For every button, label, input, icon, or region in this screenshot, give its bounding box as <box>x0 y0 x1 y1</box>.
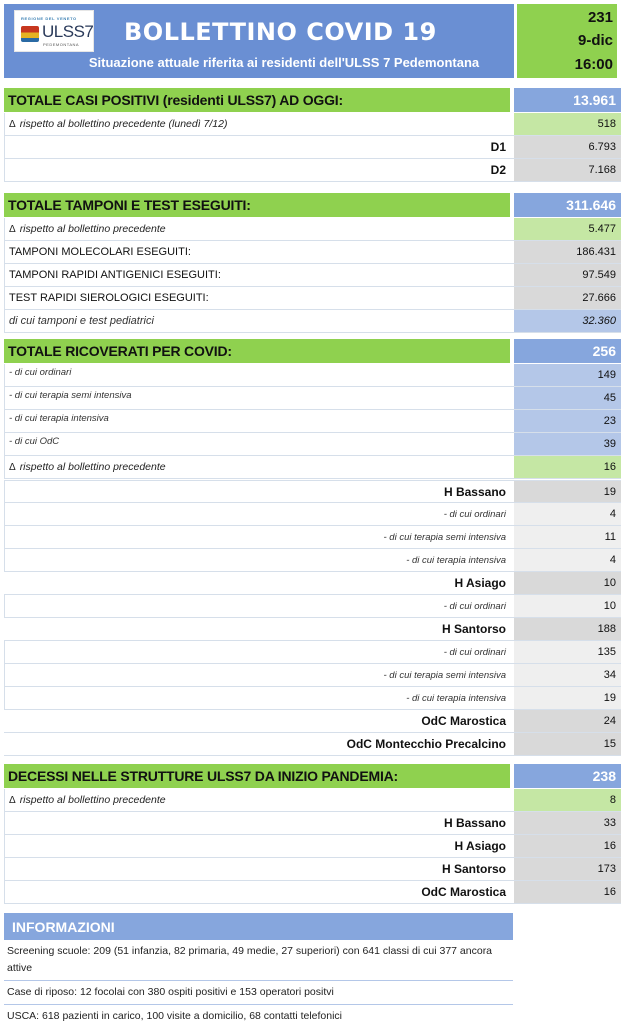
row-label-text: rispetto al bollettino precedente <box>19 223 166 235</box>
row-label: TAMPONI MOLECOLARI ESEGUITI: <box>4 241 510 263</box>
row-value: 10 <box>514 595 621 617</box>
hospital-subrow <box>4 595 621 618</box>
table-row <box>4 310 621 333</box>
section-title: TOTALE RICOVERATI PER COVID: <box>4 339 510 363</box>
lion-emblem-icon <box>21 26 39 42</box>
row-value: 24 <box>514 710 621 732</box>
row-value: 188 <box>514 618 621 640</box>
hospital-row <box>4 572 621 595</box>
hospital-row <box>4 710 621 733</box>
delta-icon: Δ <box>9 223 16 235</box>
row-label: - di cui ordinari <box>4 641 510 663</box>
row-label: OdC Marostica <box>4 710 510 732</box>
section-decessi <box>4 764 621 904</box>
section-title: TOTALE TAMPONI E TEST ESEGUITI: <box>4 193 510 217</box>
section-informazioni <box>4 913 513 1024</box>
section-header <box>4 764 621 788</box>
bulletin-number: 231 <box>587 9 613 27</box>
row-label: D2 <box>4 159 510 181</box>
table-row <box>4 364 621 387</box>
logo-region-text: REGIONE DEL VENETO <box>21 16 77 21</box>
section-total: 13.961 <box>514 88 621 112</box>
row-label <box>4 113 510 135</box>
row-value: 8 <box>514 789 621 811</box>
row-value: 518 <box>514 113 621 135</box>
row-value: 11 <box>514 526 621 548</box>
section-total: 256 <box>514 339 621 363</box>
row-value: 4 <box>514 549 621 571</box>
row-label: OdC Montecchio Precalcino <box>4 733 510 755</box>
table-row <box>4 789 621 812</box>
row-value: 16 <box>514 835 621 857</box>
row-label: H Santorso <box>4 618 510 640</box>
hospital-subrow <box>4 526 621 549</box>
page-title: BOLLETTINO COVID 19 <box>124 18 437 46</box>
row-label: - di cui OdC <box>4 433 510 455</box>
table-row <box>4 881 621 904</box>
row-value: 186.431 <box>514 241 621 263</box>
row-value: 4 <box>514 503 621 525</box>
row-value: 16 <box>514 881 621 903</box>
hospital-row <box>4 480 621 503</box>
hospital-subrow <box>4 687 621 710</box>
row-label: - di cui terapia semi intensiva <box>4 387 510 409</box>
row-label: - di cui terapia intensiva <box>4 687 510 709</box>
section-positivi <box>4 88 621 182</box>
row-value: 19 <box>514 481 621 502</box>
bulletin-meta <box>517 4 617 78</box>
info-item: USCA: 618 pazienti in carico, 100 visite a domicilio, 68 contatti telefonici <box>4 1005 513 1024</box>
row-label: - di cui terapia semi intensiva <box>4 526 510 548</box>
page-subtitle: Situazione attuale riferita ai residenti dell'ULSS 7 Pedemontana <box>88 55 480 70</box>
table-row <box>4 159 621 182</box>
section-header <box>4 339 621 363</box>
section-header <box>4 88 621 112</box>
section-tamponi <box>4 193 621 333</box>
row-label: H Bassano <box>4 481 510 502</box>
delta-icon: Δ <box>9 794 16 806</box>
row-value: 27.666 <box>514 287 621 309</box>
row-label <box>4 789 510 811</box>
table-row <box>4 113 621 136</box>
row-label: - di cui terapia semi intensiva <box>4 664 510 686</box>
row-value: 135 <box>514 641 621 663</box>
hospital-row <box>4 618 621 641</box>
section-ricoverati <box>4 339 621 479</box>
table-row <box>4 241 621 264</box>
row-label: - di cui terapia intensiva <box>4 410 510 432</box>
row-label-text: rispetto al bollettino precedente <box>19 461 166 473</box>
info-title: INFORMAZIONI <box>4 913 513 940</box>
row-label: - di cui ordinari <box>4 503 510 525</box>
section-header <box>4 193 621 217</box>
table-row <box>4 433 621 456</box>
table-row <box>4 812 621 835</box>
table-row <box>4 387 621 410</box>
row-label: H Asiago <box>4 835 510 857</box>
row-value: 39 <box>514 433 621 455</box>
table-row <box>4 264 621 287</box>
row-label-text: rispetto al bollettino precedente <box>19 794 166 806</box>
row-label: D1 <box>4 136 510 158</box>
row-value: 32.360 <box>514 310 621 332</box>
row-label: OdC Marostica <box>4 881 510 903</box>
row-value: 33 <box>514 812 621 834</box>
hospital-subrow <box>4 503 621 526</box>
hospital-subrow <box>4 664 621 687</box>
row-value: 6.793 <box>514 136 621 158</box>
table-row <box>4 835 621 858</box>
section-total: 311.646 <box>514 193 621 217</box>
row-label: TEST RAPIDI SIEROLOGICI ESEGUITI: <box>4 287 510 309</box>
bulletin-time: 16:00 <box>574 55 613 73</box>
row-value: 23 <box>514 410 621 432</box>
info-item: Screening scuole: 209 (51 infanzia, 82 primaria, 49 medie, 27 superiori) con 641 classi di cui 377 ancora attive <box>4 940 513 981</box>
section-ospedali <box>4 480 621 756</box>
row-label <box>4 218 510 240</box>
row-label: - di cui ordinari <box>4 364 510 386</box>
hospital-row <box>4 733 621 756</box>
row-value: 15 <box>514 733 621 755</box>
table-row <box>4 456 621 479</box>
table-row <box>4 410 621 433</box>
row-value: 149 <box>514 364 621 386</box>
section-title: DECESSI NELLE STRUTTURE ULSS7 DA INIZIO PANDEMIA: <box>4 764 510 788</box>
section-total: 238 <box>514 764 621 788</box>
row-label <box>4 456 510 478</box>
section-title: TOTALE CASI POSITIVI (residenti ULSS7) AD OGGI: <box>4 88 510 112</box>
logo-name-text: ULSS7 <box>42 22 94 41</box>
row-label: TAMPONI RAPIDI ANTIGENICI ESEGUITI: <box>4 264 510 286</box>
row-label: di cui tamponi e test pediatrici <box>4 310 510 332</box>
row-value: 7.168 <box>514 159 621 181</box>
logo-sub-text: PEDEMONTANA <box>43 42 80 47</box>
bulletin-header <box>4 4 617 78</box>
row-value: 34 <box>514 664 621 686</box>
row-label: H Asiago <box>4 572 510 594</box>
row-value: 5.477 <box>514 218 621 240</box>
row-label-text: rispetto al bollettino precedente (lunedì 7/12) <box>19 118 228 130</box>
row-value: 45 <box>514 387 621 409</box>
row-value: 173 <box>514 858 621 880</box>
row-value: 19 <box>514 687 621 709</box>
table-row <box>4 136 621 159</box>
header-title-block <box>4 4 514 78</box>
hospital-subrow <box>4 549 621 572</box>
row-label: - di cui terapia intensiva <box>4 549 510 571</box>
table-row <box>4 858 621 881</box>
row-label: H Santorso <box>4 858 510 880</box>
hospital-subrow <box>4 641 621 664</box>
row-value: 16 <box>514 456 621 478</box>
row-value: 10 <box>514 572 621 594</box>
table-row <box>4 218 621 241</box>
table-row <box>4 287 621 310</box>
delta-icon: Δ <box>9 118 16 130</box>
row-label: H Bassano <box>4 812 510 834</box>
delta-icon: Δ <box>9 461 16 473</box>
info-item: Case di riposo: 12 focolai con 380 ospiti positivi e 153 operatori positvi <box>4 981 513 1005</box>
row-label: - di cui ordinari <box>4 595 510 617</box>
bulletin-date: 9-dic <box>577 32 613 50</box>
ulss7-logo <box>14 10 94 52</box>
row-value: 97.549 <box>514 264 621 286</box>
